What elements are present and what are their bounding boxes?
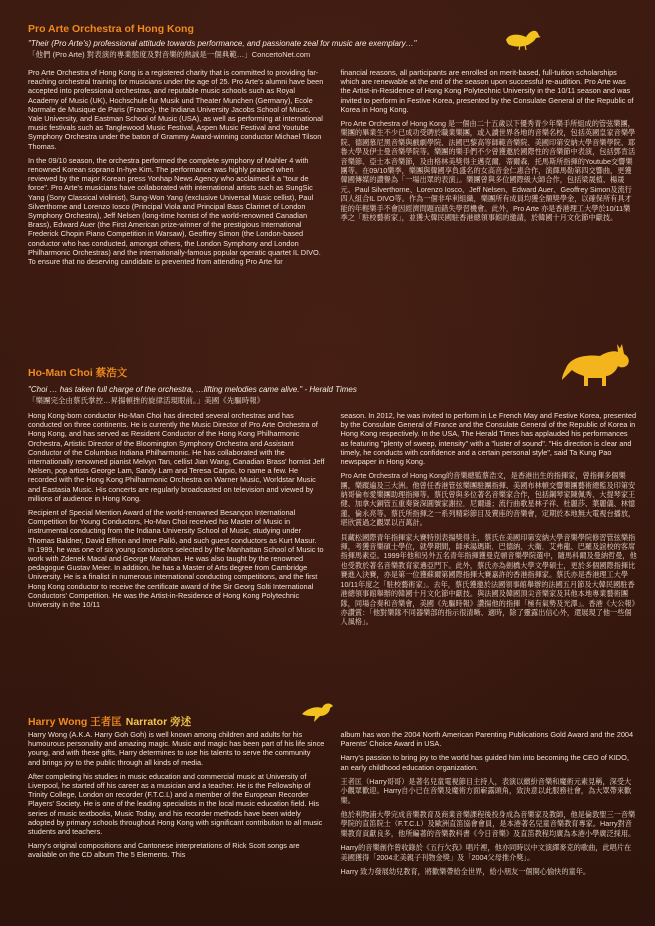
role-label: Narrator 旁述 [125,716,192,728]
paragraph-chinese: 貝藏松國際青年指揮家大賽特別表揚獎得主，蔡氏在美國印第安納大學音樂學院修習管弦樂指揮，考獲音樂碩士學位，就學期間，師承湯瑪斯．巴德納、大衛．艾弗龍、巴羅及誼校的客席指揮馬素亞。1999年他和另外五名青年指揮獲曼克頓音樂學院選中，隨馬科爾及曼納哲曼，他也受教於著名音樂教育家邁亞門下。此外，蔡氏亦為劍橋大學文學碩士，更於多個國際指揮比賽進入決賽，亦是第一位獲蘇爾第國際指揮大賽嘉許的香港指揮家。蔡氏亦是香港理工大學10/11年度之「駐校藝術家」。去年，蔡氏獲邀於法國領事館舉辦的法國五月節及大韓民國駐香港總領事館舉辦的韓國十月文化節中獻技。與法國及韓國頂尖音樂家及其他本地專業藝術團隊，同場合奏和音樂會，美國《先驅時報》讚揚他的指揮「極有氣勢及光澤」。香港《大公報》亦讚賞：「他對樂隊不同器樂部的指示很清晰、適時，除了靈露出信心外，還展現了他一些個人風格」。 [340,532,637,627]
section-harry-wong [28,715,637,877]
paragraph: financial reasons, all participants are enrolled on merit-based, full-tuition scholarships which are renewable at the end of the season upon successful re-audition. Pro Arte was the Artist-in-Residence of Hong Kong Polytechnic University in the 10/11 season and was invited to perform in Festive Korea, presented by the Consulate General of the Republic of Korea in Hong Kong. [340,68,634,114]
name-label: Harry Wong 王者匡 [28,716,122,728]
paragraph: Harry's passion to bring joy to the world has guided him into becoming the CEO of KIDO, an early childhood education organization. [340,753,629,772]
section-pro-arte [28,22,637,267]
section-ho-man-choi [28,366,637,627]
paragraph-chinese: Pro Arte Orchestra of Hong Kong的音樂總監蔡浩文，是香港出生的指揮家，曾指揮多個樂團，樂蹤遍及三大洲。他曾任香港管弦樂團駐團指揮、美國布林頓交響樂團藝術總監及印第安納哥倫布愛樂團助理指揮等。蔡氏曾與多位著名音樂家合作，包括鋼琴家陳佩秀、大提琴家王健、加拿大銅管五重奏資深圓號家謝拉．尼爾遜；流行曲歌星林子祥、杜麗莎、葉麗儀、林憶蓮，倫永亮等。蔡氏所指揮之一系列精彩節目及賣座的音樂會，定期於本地無大電視台播放，堪欣賞過之觀眾以百萬計。 [340,471,636,528]
column-left [28,68,325,271]
quote-english: "Their (Pro Arte's) professional attitude towards performance, and passionate zeal for music are exemplary…" [28,39,417,48]
column-left [28,730,325,881]
quote-chinese: 「樂團完全由蔡氏掌控…昇揚頓挫的旋律活現眼前。」美國《先驅時報》 [28,395,265,405]
paragraph: Harry Wong (A.K.A. Harry Goh Goh) is well known among children and adults for his humourous personality and amazing magic. Music and magic has been part of his life since young, and with these gifts, Harry determines to use his talents to serve the community and brings joy to the public through all kinds of media. [28,730,325,767]
duck-icon [502,24,544,52]
quote-english: "Choi … has taken full charge of the orchestra, …lifting melodies came alive." - Herald Times [28,385,357,394]
column-left [28,411,325,632]
paragraph: After completing his studies in music education and commercial music at University of Liverpool, he started off his career as a musician and a teacher. He is the Fellowship of Trinity College, London on recorder (F.T.C.L) and a member of the European Recorder Players' Society. He is one of the leading specialists in the local music education field. His series of music textbooks, Music Today, and his recorder methods have been widely adopted by primary schools throughout Hong Kong with significant contribution to all music students and teachers. [28,771,323,837]
section-title [28,715,637,729]
paragraph-chinese: Pro Arte Orchestra of Hong Kong 是一個由二十五歲以下優秀青少年樂手所組成的管弦樂團，樂團的畢業生不少已成功受聘於職業樂團，或入讀世界各地的音樂名校，包括英國皇家音樂學院、德國慕尼黑音樂與戲劇學院、法國巴黎高等師範音樂院、美國印第安納大學音樂學院、耶魯大學及伊士曼音樂學院等。樂團的樂手們不少曾獲邀於國際性的音樂節中表演，包括鄧肯活音樂節、亞士本音樂節，及由格林美獎得主邁克爾．蒂爾森．托馬斯所指揮的Youtube交響樂團等。在09/10樂季，樂團與韓國享負盛名的女高音金仁惠合作，演繹馬勒第四交響曲，更獲韓國傳媒的讚譽為「一場出眾的表演」。樂團曾與多位國際級大師合作，包括梁晟植、楊晟元、Paul Silverthorne、Lorenzo Iosco、Jeff Nelsen、Edward Auer、Geoffrey Simon及流行四人組合IL DIVO等。作為一個非牟利組織，樂團所有成員均獲全額獎學金，以確保所有具才能的年輕樂手不會因經濟問題而錯失學習機會。此外，Pro Arte 亦是香港理工大學於10/11樂季之「駐校藝術家」，並獲大韓民國駐香港總領事館的邀請，於韓國十月文化節中獻技。 [340,119,636,223]
section-title: Pro Arte Orchestra of Hong Kong [28,23,194,35]
column-right [341,730,638,881]
paragraph: season. In 2012, he was invited to perform in Le French May and Festive Korea, presented by the Consulate General of France and the Consulate General of the Republic of Korea in Hong Kong respectively. In the USA, The Herald Times has applauded his performances as featuring "plenty of sweep, intensity" with a "luster of sound". "His direction is clear and timely, he conducts with confidence and a certain personal style", said Ta Kung Pao newspaper in Hong Kong. [340,411,637,467]
paragraph-chinese: Harry的音樂創作曾收錄於《五行欠我》唱片裡，他亦同時以中文演繹麥克的歌曲，此唱片在美國獲得「2004北美親子刊物金獎」及「2004父母推介獎」。 [340,843,632,862]
paragraph-chinese: 他於利物浦大學完成音樂教育及商業音樂課程後投身成為音樂家及教師，他是倫敦聖三一音樂學院的直笛院士（F.T.C.L）及歐洲直笛協會會員，是本港著名兒童音樂教育專家。Harry對音樂教育貢獻良多，他所編著的音樂教科書《今日音樂》及直笛教程均廣為本港小學廣泛採用。 [340,810,636,838]
paragraph: Recipient of Special Mention Award of the world-renowned Besançon International Competition for Young Conductors, Ho-Man Choi received his Master of Music in instrumental conducting from the Indiana University School of Music, studying under Thomas Baldner, David Effron and Imre Palló, and such guest conductors as Kurt Masur. In 1999, he was one of six young conductors selected by the Manhattan School of Music to work with Zdenek Macal and George Manahan. He was also taught by the renowned pedagogue Gustav Meier. In addition, he has a Master of Arts degree from Cambridge University. He is a finalist in numerous international conducting competitions, and the first Hong Kong conductor to receive the certificate award of the Sir Georg Solti International Conductors' Competition. He was the Artist-in-Residence of Hong Kong Polytechnic University in the 10/11 [28,508,324,610]
paragraph-chinese: Harry 致力發展幼兒教育，將歡樂帶給全世界，給小朋友一個開心愉快的童年。 [340,867,591,877]
quote-chinese: 「他們 (Pro Arte) 對表演的專業態度及對音樂的熱誠是一個典範…」ConcertoNet.com [28,49,311,59]
section-title: Ho-Man Choi 蔡浩文 [28,367,128,379]
paragraph-chinese: 王者匡（Harry哥哥）是著名兒童電視節目主持人，表演以繽紛音樂和魔術元素見稱，深受大小觀眾歡迎。Harry自小已在音樂及魔術方面嶄露頭角，致決意以此服務社會，為大眾帶來歡樂。 [340,776,632,805]
column-right [341,411,638,632]
paragraph: Pro Arte Orchestra of Hong Kong is a registered charity that is committed to providing far-reaching orchestral training for musicians under the age of 25. Pro Arte's alumni have been accepted into professional orchestras, and reputable music schools such as Royal Academy of Music (UK), Hochschule fur Musik und Theater Munchen (Germany), Ecole Normale de Musique de Paris (France), the Indiana University Jacobs School of Music, Yale University, and Eastman School of Music (USA), as well as performing at international music festivals such as Tanglewood Music Festival, Aspen Music Festival and Youtube Symphony Orchestra under the baton of Grammy Award-winning conductor Michael Tilson Thomas. [28,68,324,151]
paragraph: Hong Kong-born conductor Ho-Man Choi has directed several orchestras and has conducted on three continents. He is currently the Music Director of Pro Arte Orchestra of Hong Kong, and has served as Resident Conductor of the Hong Kong Philharmonic Orchestra, Artistic Director of the Bloomington Symphony Orchestra and Assistant Conductor of the Columbus Indiana Philharmonic. He has collaborated with the internationally renowned pianist Melvyn Tan, cellist Jian Wang, Canadian Brass' hornist Jeff Nelsen, pop artists George Lam, Sandy Lam and Teresa Carpio, to name a few. He recorded with the Hong Kong Philharmonic Orchestra on Warner Music, Worldstar Music and Eastasia Music. His concerts are regularly broadcasted on television and viewed by millions of audience in Hong Kong. [28,411,325,503]
paragraph: Harry's original compositions and Cantonese interpretations of Rick Scott songs are available on the CD album The 5 Elements. This [28,841,300,860]
column-right [341,68,638,271]
paragraph: album has won the 2004 North American Parenting Publications Gold Award and the 2004 Parents' Choice Award in USA. [340,730,634,749]
paragraph: In the 09/10 season, the orchestra performed the complete symphony of Mahler 4 with renowned Korean soprano In-hye Kim. The performance was highly praised when reviewed by the major Korean press Yonhap News Agency who acclaimed it a "tour de force". Pro Arte's musicians have collaborated with international artists such as SungSic Yang (Sony Classical violinist), Sung-Won Yang (exclusive Universal Music cellist), Paul Silverthorne and Lorenzo Iosco (Principal Viola and Principal Bass Clarinet of London Symphony Orchestra), Jeff Nelsen (long-time hornist of the world-renowned Canadian Brass), Edward Auer (the First American prize-winner of the prestigious International Frederick Chopin Piano Competition in Warsaw), Geoffrey Simon (the London-based conductor who has conducted, amongst others, the London Symphony and London Philharmonic Orchestras) and the internationally-famous popular operatic quartet IL DIVO. To ensure that no deserving candidate is prevented from attending Pro Arte for [28,155,321,267]
